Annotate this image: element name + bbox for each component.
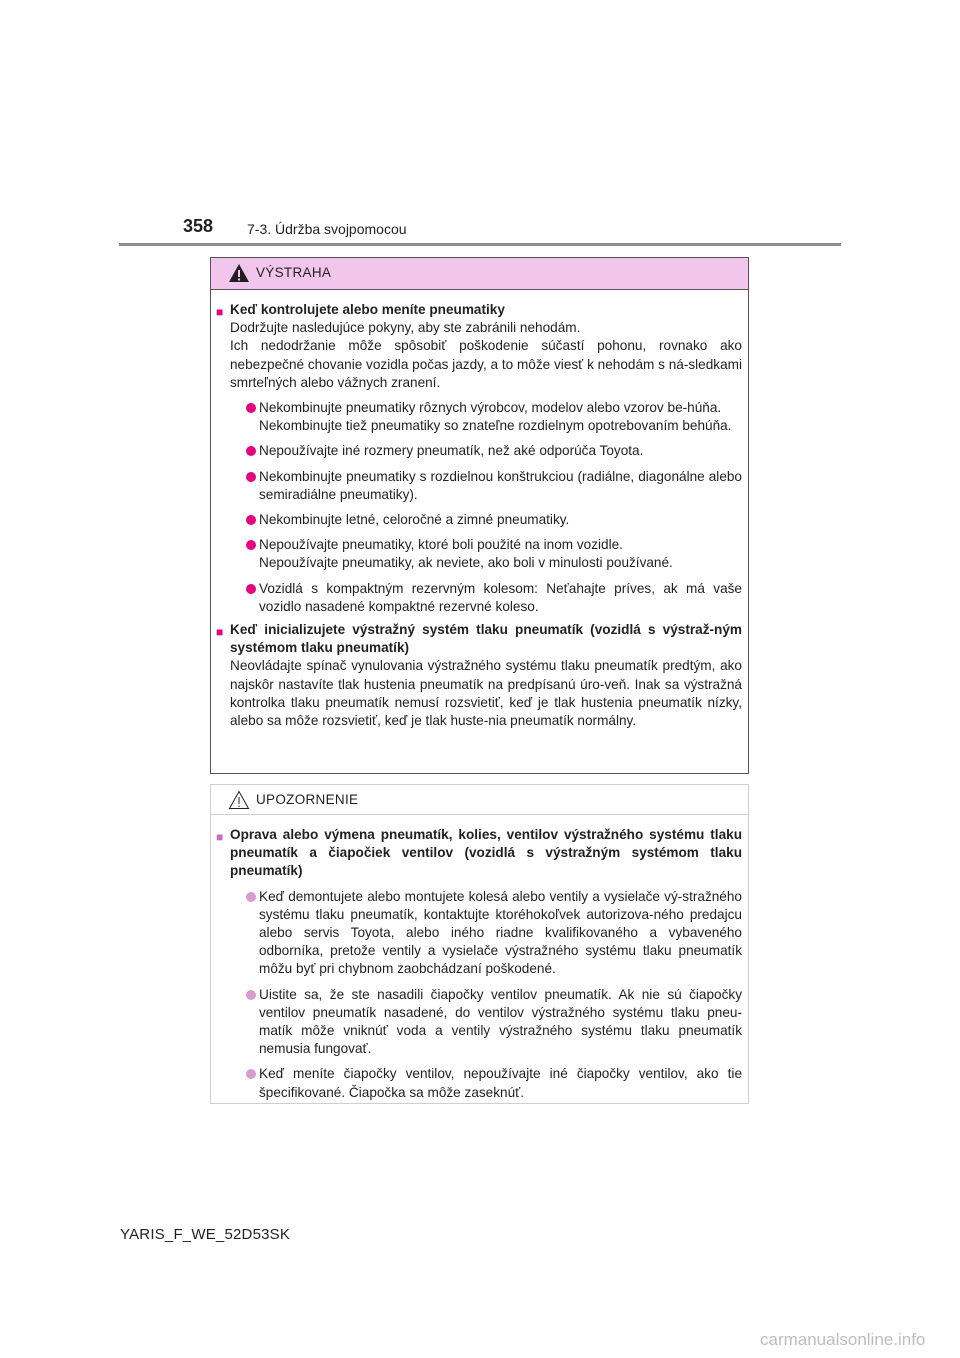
bullet-text: Vozidlá s kompaktným rezervným kolesom: Neťahajte príves, ak má vaše vozidlo nasadené kompaktné rezervné koleso.	[259, 580, 742, 614]
bullet-item	[230, 442, 742, 460]
section-heading: Oprava alebo výmena pneumatík, kolies, ventilov výstražného systému tlaku pneumatík a čiapočiek ventilov (vozidlá s výstražným systémom tlaku pneumatík)	[230, 827, 742, 879]
bullet-item	[230, 468, 742, 504]
caution-label: UPOZORNENIE	[256, 792, 359, 807]
bullet-text: Nepoužívajte iné rozmery pneumatík, než aké odporúča Toyota.	[259, 443, 644, 459]
round-bullet-icon	[246, 584, 256, 594]
square-bullet-icon: ■	[216, 305, 224, 319]
bullet-item	[230, 511, 742, 529]
section-heading: Keď inicializujete výstražný systém tlaku pneumatík (vozidlá s výstraž-ným systémom tlaku pneumatík)	[230, 622, 742, 656]
bullet-text: Nepoužívajte pneumatiky, ak neviete, ako boli v minulosti používané.	[259, 555, 673, 571]
square-bullet-icon: ■	[216, 625, 224, 640]
bullet-text: Nekombinujte tiež pneumatiky so znateľne rozdielnym opotrebovaním behúňa.	[259, 418, 732, 434]
bullet-text: Nekombinujte pneumatiky rôznych výrobcov, modelov alebo vzorov be-húňa.	[259, 400, 722, 416]
caution-header	[211, 785, 748, 815]
warning-header	[211, 258, 748, 290]
caution-box	[210, 784, 749, 1104]
round-bullet-icon	[246, 446, 256, 456]
round-bullet-icon	[246, 540, 256, 550]
bullet-item	[230, 888, 742, 979]
round-bullet-icon	[246, 1069, 256, 1079]
caution-section	[216, 826, 742, 1102]
bullet-text: Keď demontujete alebo montujete kolesá alebo ventily a vysielače vý-stražného systému tlaku pneumatík, kontaktujte ktoréhokoľvek autorizova-ného predajcu alebo servis Toyota, alebo iného riadne kvalifikovaného a vybaveného odborníka, pretože ventily a vysielače výstražného systému tlaku pneumatík môžu byť pri chybnom zaobchádzaní poškodené.	[259, 888, 742, 977]
caution-body	[211, 815, 748, 1102]
bullet-item	[230, 399, 742, 435]
paragraph: Dodržujte nasledujúce pokyny, aby ste zabránili nehodám.	[230, 320, 581, 336]
bullet-text: Nekombinujte letné, celoročné a zimné pneumatiky.	[259, 512, 570, 528]
page-number: 358	[183, 216, 214, 236]
round-bullet-icon	[246, 990, 256, 1000]
bullet-item	[230, 1065, 742, 1101]
bullet-text: Nekombinujte pneumatiky s rozdielnou konštrukciou (radiálne, diagonálne alebo semiradiálne pneumatiky).	[259, 468, 742, 502]
warning-triangle-icon	[228, 263, 250, 283]
square-bullet-icon: ■	[216, 830, 224, 844]
watermark: carmanualsonline.info	[760, 1330, 926, 1349]
bullet-item	[230, 986, 742, 1059]
bullet-text: Keď meníte čiapočky ventilov, nepoužívajte iné čiapočky ventilov, ako tie špecifikované. Čiapočka sa môže zaseknúť.	[259, 1066, 742, 1100]
bullet-text: Uistite sa, že ste nasadili čiapočky ventilov pneumatík. Ak nie sú čiapočky ventilov pneumatík nasadené, do ventilov výstražného systému tlaku pneu-matík môže vniknúť voda a ventily výstražného systému tlaku pneumatík nemusia fungovať.	[259, 986, 742, 1057]
warning-section	[216, 301, 742, 616]
bullet-text: Nepoužívajte pneumatiky, ktoré boli použité na inom vozidle.	[259, 537, 623, 553]
bullet-item	[230, 536, 742, 572]
warning-box	[210, 257, 749, 774]
round-bullet-icon	[246, 472, 256, 482]
round-bullet-icon	[246, 892, 256, 902]
warning-section	[216, 621, 742, 730]
warning-body	[211, 290, 748, 730]
section-heading: Keď kontrolujete alebo meníte pneumatiky	[230, 302, 505, 317]
section-title: 7-3. Údržba svojpomocou	[247, 221, 407, 237]
paragraph: Neovládajte spínač vynulovania výstražného systému tlaku pneumatík predtým, ako najskôr nastavíte tlak hustenia pneumatík na predpísanú úro-veň. Inak sa výstražná kontrolka tlaku pneumatík nemusí rozsvietiť, keď je tlak hustenia pneumatík nízky, alebo sa môže rozsvietiť, keď je tlak huste-nia pneumatík normálny.	[230, 658, 742, 729]
header-rule	[119, 243, 841, 246]
warning-label: VÝSTRAHA	[256, 265, 332, 280]
paragraph: Ich nedodržanie môže spôsobiť poškodenie súčastí pohonu, rovnako ako nebezpečné chovanie vozidla počas jazdy, a to môže viesť k nehodám s ná-sledkami smrteľných alebo vážnych zranení.	[230, 338, 742, 390]
document-code: YARIS_F_WE_52D53SK	[120, 1226, 291, 1243]
round-bullet-icon	[246, 515, 256, 525]
bullet-item	[230, 580, 742, 616]
caution-triangle-icon	[228, 790, 250, 810]
round-bullet-icon	[246, 403, 256, 413]
